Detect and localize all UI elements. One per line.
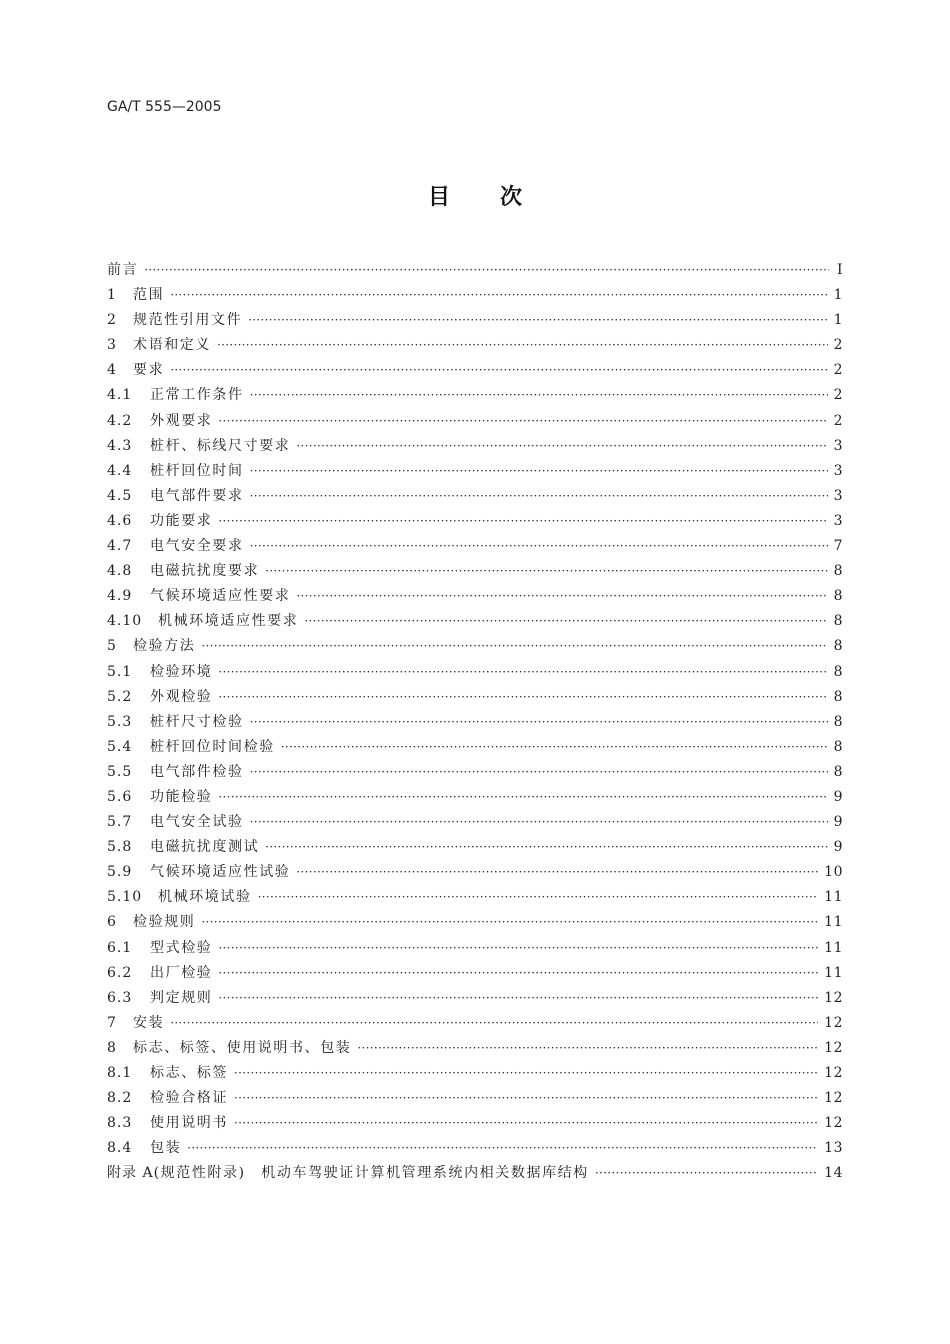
toc-number: 7	[107, 1014, 117, 1031]
toc-page-number: 12	[824, 1039, 843, 1056]
toc-entry[interactable]	[107, 810, 843, 835]
toc-page-number: 12	[824, 1090, 843, 1107]
toc-number: 4.6	[107, 512, 133, 529]
toc-number: 5.8	[107, 839, 133, 856]
toc-leader-dots	[258, 885, 819, 910]
toc-number: 2	[107, 312, 117, 329]
toc-entry[interactable]	[107, 459, 843, 484]
toc-entry[interactable]	[107, 609, 843, 634]
toc-page-number: 8	[833, 688, 843, 705]
toc-entry[interactable]	[107, 534, 843, 559]
toc-leader-dots	[234, 1086, 818, 1111]
toc-label: 标志、标签、使用说明书、包装	[133, 1039, 352, 1056]
toc-page-number: I	[836, 262, 843, 278]
toc-number: 6.2	[107, 964, 133, 981]
toc-label: 出厂检验	[150, 964, 213, 981]
toc-page-number: 8	[833, 713, 843, 730]
toc-label: 桩杆回位时间检验	[150, 738, 275, 755]
toc-page-number: 3	[833, 462, 843, 479]
toc-number: 5.6	[107, 788, 133, 805]
toc-number: 4.3	[107, 437, 133, 454]
toc-label: 桩杆回位时间	[150, 462, 244, 479]
toc-label: 术语和定义	[133, 337, 211, 354]
toc-leader-dots	[217, 333, 828, 358]
toc-page-number: 7	[833, 538, 843, 555]
toc-page-number: 14	[824, 1165, 843, 1182]
toc-page-number: 2	[833, 362, 843, 379]
toc-leader-dots	[201, 634, 827, 659]
toc-label: 机械环境适应性要求	[158, 613, 299, 630]
toc-leader-dots	[170, 1011, 818, 1036]
toc-entry[interactable]	[107, 785, 843, 810]
toc-page-number: 3	[833, 487, 843, 504]
toc-leader-dots	[296, 434, 827, 459]
toc-entry[interactable]	[107, 509, 843, 534]
toc-label: 电气部件检验	[150, 763, 244, 780]
toc-leader-dots	[218, 986, 818, 1011]
toc-leader-dots	[296, 584, 827, 609]
toc-entry[interactable]	[107, 936, 843, 961]
toc-label: 检验合格证	[150, 1090, 228, 1107]
toc-page-number: 13	[824, 1140, 843, 1157]
toc-label: 电气安全试验	[150, 814, 244, 831]
toc-entry[interactable]	[107, 358, 843, 383]
toc-page-number: 2	[833, 412, 843, 429]
toc-number: 5.1	[107, 663, 133, 680]
toc-entry[interactable]	[107, 860, 843, 885]
toc-number: 4.5	[107, 487, 133, 504]
toc-label: 功能检验	[150, 788, 213, 805]
toc-leader-dots	[170, 283, 827, 308]
toc-entry[interactable]	[107, 685, 843, 710]
toc-page-number: 1	[833, 287, 843, 304]
toc-number: 4.9	[107, 588, 133, 605]
toc-label: 气候环境适应性试验	[150, 864, 291, 881]
toc-label: 范围	[133, 287, 165, 304]
toc-leader-dots	[595, 1161, 818, 1186]
toc-number: 5.2	[107, 688, 133, 705]
toc-page-number: 3	[833, 437, 843, 454]
toc-label: 包装	[150, 1140, 182, 1157]
toc-entry[interactable]	[107, 885, 843, 910]
toc-entry[interactable]	[107, 484, 843, 509]
toc-label: 要求	[133, 362, 165, 379]
toc-page-number: 11	[824, 964, 843, 981]
toc-leader-dots	[218, 961, 818, 986]
toc-entry[interactable]	[107, 634, 843, 659]
toc-entry[interactable]	[107, 710, 843, 735]
toc-number: 附录 A	[107, 1165, 154, 1182]
toc-label: 正常工作条件	[150, 387, 244, 404]
toc-entry[interactable]	[107, 1086, 843, 1111]
toc-label: 电磁抗扰度要求	[150, 563, 260, 580]
toc-label: 桩杆尺寸检验	[150, 713, 244, 730]
toc-page-number: 12	[824, 1115, 843, 1132]
toc-label: (规范性附录) 机动车驾驶证计算机管理系统内相关数据库结构	[153, 1165, 589, 1182]
toc-entry[interactable]	[107, 1011, 843, 1036]
toc-label: 规范性引用文件	[133, 312, 243, 329]
toc-page-number: 2	[833, 337, 843, 354]
toc-label: 标志、标签	[150, 1065, 228, 1081]
toc-label: 使用说明书	[150, 1115, 228, 1132]
toc-leader-dots	[201, 910, 818, 935]
toc-number: 3	[107, 337, 117, 354]
toc-page-number: 10	[824, 864, 843, 881]
toc-leader-dots	[296, 860, 818, 885]
toc-entry[interactable]	[107, 961, 843, 986]
toc-label: 检验规则	[133, 914, 196, 931]
toc-entry[interactable]	[107, 1061, 843, 1086]
toc-number: 5.3	[107, 713, 133, 730]
toc-label: 电气安全要求	[150, 538, 244, 555]
toc-label: 前言	[107, 262, 139, 278]
toc-page-number: 12	[824, 1065, 843, 1081]
toc-page-number: 9	[833, 814, 843, 831]
toc-page-number: 11	[824, 889, 843, 906]
toc-entry[interactable]	[107, 559, 843, 584]
toc-page-number: 3	[833, 512, 843, 529]
toc-page-number: 8	[833, 763, 843, 780]
toc-leader-dots	[357, 1036, 818, 1061]
toc-leader-dots	[265, 559, 827, 584]
toc-page-number: 11	[824, 914, 843, 931]
toc-leader-dots	[250, 383, 828, 408]
toc-leader-dots	[250, 484, 828, 509]
toc-number: 4.4	[107, 462, 133, 479]
toc-leader-dots	[144, 258, 829, 283]
toc-leader-dots	[250, 810, 828, 835]
toc-entry[interactable]	[107, 308, 843, 333]
toc-page-number: 2	[833, 387, 843, 404]
toc-entry[interactable]	[107, 760, 843, 785]
toc-number: 5.9	[107, 864, 133, 881]
toc-leader-dots	[281, 735, 828, 760]
toc-number: 8.3	[107, 1115, 133, 1132]
toc-number: 8.2	[107, 1090, 133, 1107]
toc-entry[interactable]	[107, 1036, 843, 1061]
toc-page-number: 8	[833, 738, 843, 755]
toc-entry[interactable]	[107, 835, 843, 860]
toc-entry[interactable]	[107, 986, 843, 1011]
toc-leader-dots	[250, 459, 828, 484]
toc-entry[interactable]	[107, 1136, 843, 1161]
toc-number: 5.4	[107, 738, 133, 755]
toc-number: 5.7	[107, 814, 133, 831]
toc-number: 5.10	[107, 889, 143, 906]
toc-entry[interactable]	[107, 409, 843, 434]
toc-entry[interactable]	[107, 910, 843, 935]
toc-label: 外观检验	[150, 688, 213, 705]
toc-label: 机械环境试验	[158, 889, 252, 906]
toc-leader-dots	[218, 785, 827, 810]
toc-number: 5.5	[107, 763, 133, 780]
toc-leader-dots	[304, 609, 827, 634]
toc-page-number: 9	[833, 788, 843, 805]
toc-leader-dots	[250, 760, 828, 785]
toc-number: 4.1	[107, 387, 133, 404]
toc-number: 4.7	[107, 538, 133, 555]
toc-page-number: 8	[833, 588, 843, 605]
toc-number: 6	[107, 914, 117, 931]
toc-number: 8	[107, 1039, 117, 1056]
toc-number: 8.4	[107, 1140, 133, 1157]
toc-leader-dots	[218, 409, 827, 434]
toc-entry[interactable]	[107, 735, 843, 760]
toc-entry[interactable]	[107, 434, 843, 459]
toc-leader-dots	[248, 308, 827, 333]
toc-number: 4.10	[107, 613, 143, 630]
toc-entry[interactable]	[107, 660, 843, 685]
toc-leader-dots	[218, 660, 827, 685]
toc-label: 型式检验	[150, 939, 213, 956]
toc-entry[interactable]	[107, 1111, 843, 1136]
toc-number: 4	[107, 362, 117, 379]
toc-leader-dots	[187, 1136, 818, 1161]
toc-entry[interactable]	[107, 283, 843, 308]
page-title: 目次	[427, 185, 572, 210]
toc-number: 4.8	[107, 563, 133, 580]
toc-page-number: 11	[824, 939, 843, 956]
toc-page-number: 1	[833, 312, 843, 329]
toc-leader-dots	[170, 358, 827, 383]
toc-label: 功能要求	[150, 512, 213, 529]
toc-number: 1	[107, 287, 117, 304]
toc-number: 5	[107, 638, 117, 655]
toc-label: 安装	[133, 1014, 165, 1031]
toc-page-number: 8	[833, 613, 843, 630]
toc-entry[interactable]	[107, 584, 843, 609]
toc-entry[interactable]	[107, 1161, 843, 1186]
toc-leader-dots	[234, 1061, 818, 1086]
toc-number: 4.2	[107, 412, 133, 429]
toc-number: 8.1	[107, 1065, 133, 1081]
toc-leader-dots	[250, 710, 828, 735]
toc-number: 6.1	[107, 939, 133, 956]
toc-label: 外观要求	[150, 412, 213, 429]
toc-label: 判定规则	[150, 989, 213, 1006]
toc-label: 桩杆、标线尺寸要求	[150, 437, 291, 454]
toc-page-number: 9	[833, 839, 843, 856]
toc-leader-dots	[234, 1111, 818, 1136]
table-of-contents	[107, 258, 843, 1186]
toc-page-number: 8	[833, 638, 843, 655]
toc-leader-dots	[265, 835, 827, 860]
toc-entry[interactable]	[107, 258, 843, 283]
toc-leader-dots	[218, 509, 827, 534]
toc-leader-dots	[218, 685, 827, 710]
toc-page-number: 8	[833, 663, 843, 680]
toc-page-number: 12	[824, 989, 843, 1006]
toc-page-number: 8	[833, 563, 843, 580]
toc-label: 气候环境适应性要求	[150, 588, 291, 605]
toc-label: 电气部件要求	[150, 487, 244, 504]
toc-page-number: 12	[824, 1014, 843, 1031]
toc-label: 电磁抗扰度测试	[150, 839, 260, 856]
toc-label: 检验方法	[133, 638, 196, 655]
toc-number: 6.3	[107, 989, 133, 1006]
standard-code: GA/T 555—2005	[107, 99, 222, 115]
toc-entry[interactable]	[107, 333, 843, 358]
toc-leader-dots	[250, 534, 828, 559]
toc-leader-dots	[218, 936, 818, 961]
toc-label: 检验环境	[150, 663, 213, 680]
toc-entry[interactable]	[107, 383, 843, 408]
